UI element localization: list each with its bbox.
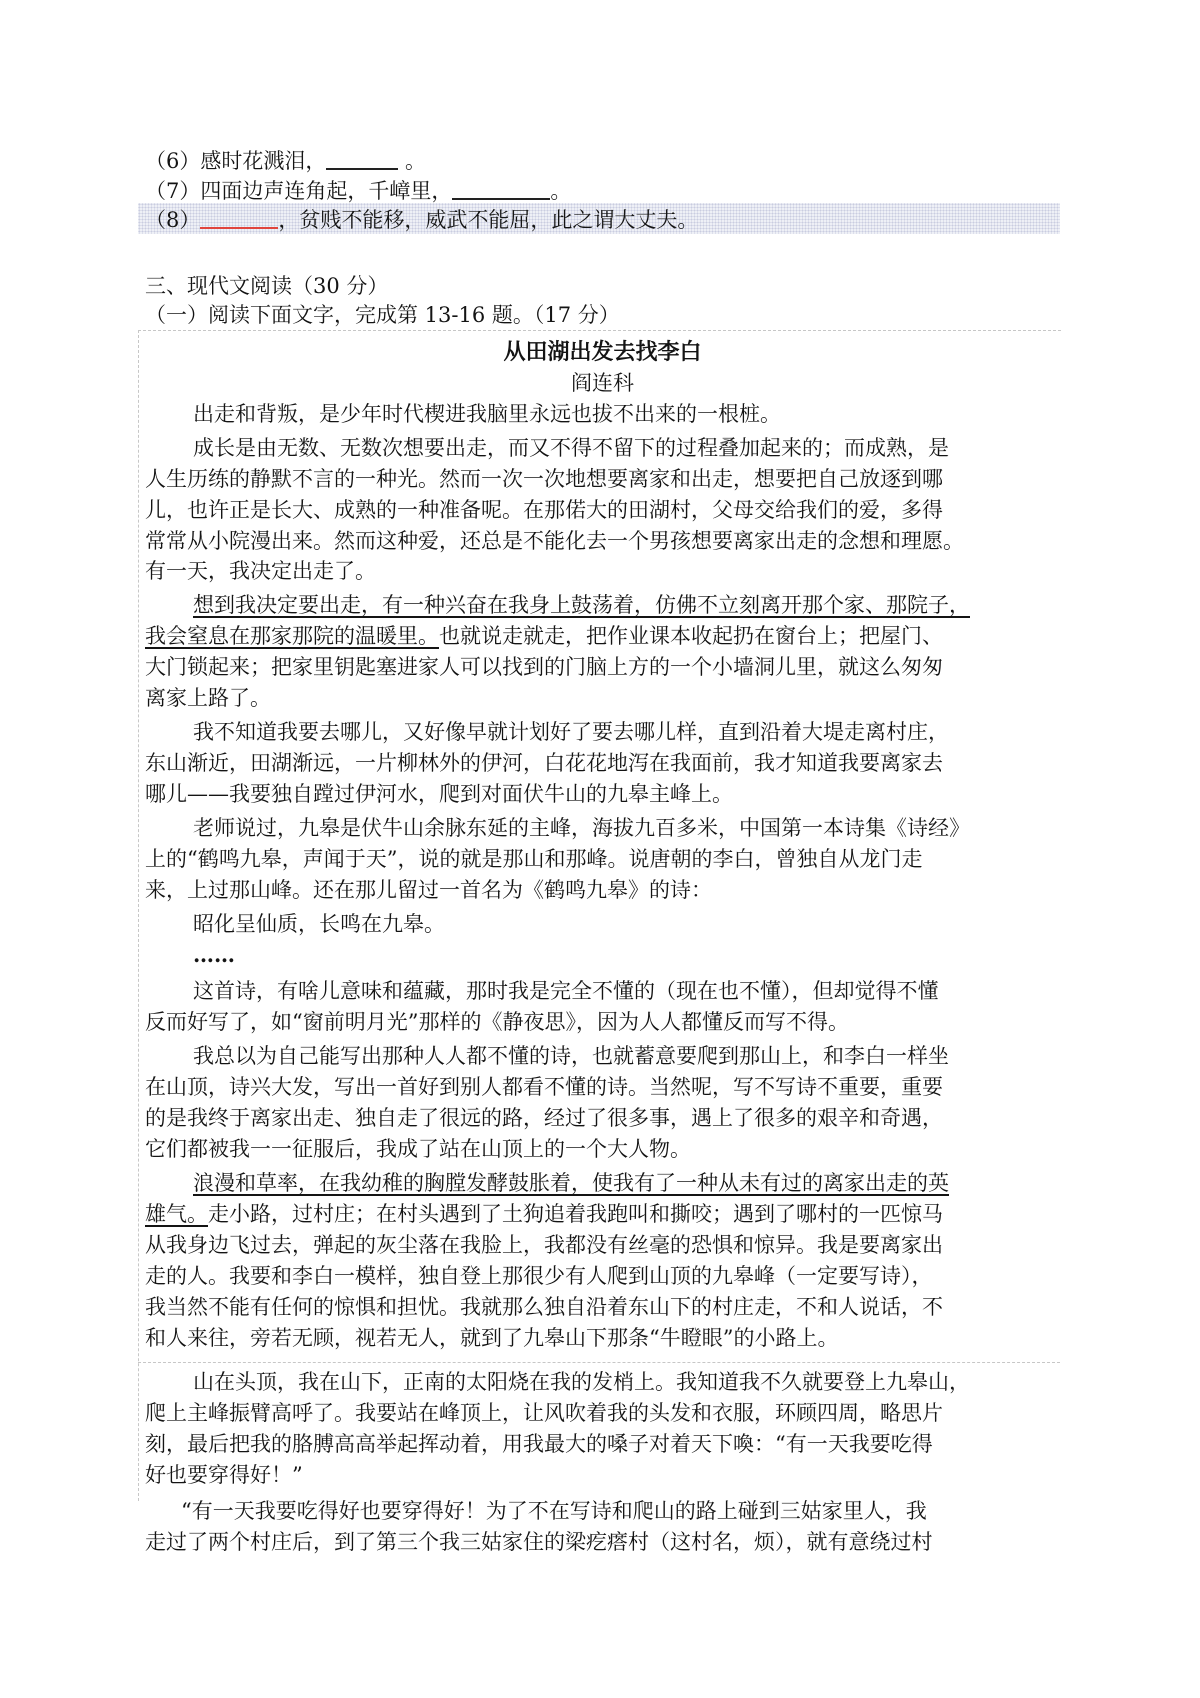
paragraph-line: 的是我终于离家出走、独自走了很远的路，经过了很多事，遇上了很多的艰辛和奇遇， [145, 1106, 943, 1130]
paragraph-text: 走小路，过村庄；在村头遇到了土狗追着我跑叫和撕咬；遇到了哪村的一匹惊马 [208, 1202, 943, 1226]
fill-in-item-7 [145, 176, 1060, 206]
answer-blank[interactable] [326, 148, 398, 170]
paragraph-line: “有一天我要吃得好也要穿得好！为了不在写诗和爬山的路上碰到三姑家里人，我 [181, 1499, 927, 1523]
paragraph-line: 东山渐近，田湖渐远，一片柳林外的伊河，白花花地泻在我面前，我才知道我要离家去 [145, 751, 943, 775]
paragraph-line: 走过了两个村庄后，到了第三个我三姑家住的梁疙瘩村（这村名，烦），就有意绕过村 [145, 1530, 933, 1554]
paragraph-line: 常常从小院漫出来。然而这种爱，还总是不能化去一个男孩想要离家出走的念想和理愿。 [145, 529, 964, 553]
paragraph-line: 老师说过，九皋是伏牛山余脉东延的主峰，海拔九百多米，中国第一本诗集《诗经》 [193, 816, 970, 840]
paragraph-line: 哪儿——我要独自蹚过伊河水，爬到对面伏牛山的九皋主峰上。 [145, 782, 733, 806]
paragraph-line: 从我身边飞过去，弹起的灰尘落在我脸上，我都没有丝毫的恐惧和惊异。我是要离家出 [145, 1233, 943, 1257]
paragraph-line: 有一天，我决定出走了。 [145, 559, 376, 583]
paragraph-line: 好也要穿得好！” [145, 1463, 303, 1487]
paragraph-line: 和人来往，旁若无顾，视若无人，就到了九皋山下那条“牛瞪眼”的小路上。 [145, 1326, 839, 1350]
paragraph-line: 我不知道我要去哪儿，又好像早就计划好了要去哪儿样，直到沿着大堤走离村庄， [193, 720, 949, 744]
paragraph-line: 刻，最后把我的胳膊高高举起挥动着，用我最大的嗓子对着天下喚：“有一天我要吃得 [145, 1432, 933, 1456]
divider-line [138, 1362, 1060, 1363]
underlined-sentence: 想到我决定要出走，有一种兴奋在我身上鼓荡着，仿佛不立刻离开那个家、那院子， [193, 593, 970, 617]
paragraph-line: 它们都被我一一征服后，我成了站在山顶上的一个大人物。 [145, 1137, 691, 1161]
paragraph-line: 儿，也许正是长大、成熟的一种准备呢。在那偌大的田湖村，父母交给我们的爱，多得 [145, 498, 943, 522]
item-8-text: （8） [145, 208, 201, 232]
item-7-suffix: 。 [550, 179, 572, 203]
paragraph-line: 出走和背叛，是少年时代楔进我脑里永远也拔不出来的一根桩。 [193, 402, 781, 426]
underlined-sentence: 浪漫和草率，在我幼稚的胸膛发酵鼓胀着，使我有了一种从未有过的离家出走的英 [193, 1171, 949, 1195]
paragraph-line: 成长是由无数、无数次想要出走，而又不得不留下的过程叠加起来的；而成熟，是 [193, 436, 949, 460]
paragraph-line [145, 621, 1060, 651]
paragraph-line: 我当然不能有任何的惊惧和担忧。我就那么独自沿着东山下的村庄走，不和人说话，不 [145, 1295, 943, 1319]
section-subheading: （一）阅读下面文字，完成第 13-16 题。（17 分） [145, 303, 620, 327]
item-8-suffix: ，贫贱不能移，威武不能屈，此之谓大丈夫。 [278, 208, 699, 232]
paragraph-line: 人生历练的静默不言的一种光。然而一次一次地想要离家和出走，想要把自己放逐到哪 [145, 467, 943, 491]
underlined-sentence: 雄气。 [145, 1202, 208, 1226]
paragraph-text: 也就说走就走，把作业课本收起扔在窗台上；把屋门、 [439, 624, 943, 648]
paragraph-line: 山在头顶，我在山下，正南的太阳烧在我的发梢上。我知道我不久就要登上九皋山， [193, 1370, 970, 1394]
paragraph-line: 上的“鹤鸣九皋，声闻于天”，说的就是那山和那峰。说唐朝的李白，曾独自从龙门走 [145, 847, 923, 871]
section-heading: 三、现代文阅读（30 分） [145, 274, 389, 298]
paragraph-line: 在山顶，诗兴大发，写出一首好到别人都看不懂的诗。当然呢，写不写诗不重要，重要 [145, 1075, 943, 1099]
paragraph-line: 大门锁起来；把家里钥匙塞进家人可以找到的门脑上方的一个小墙洞儿里，就这么匆匆 [145, 655, 943, 679]
answer-blank[interactable] [200, 207, 278, 229]
underlined-sentence: 我会窒息在那家那院的温暖里。 [145, 624, 439, 648]
article-title: 从田湖出发去找李白 [503, 340, 702, 365]
item-6-text: （6）感时花溅泪， [145, 149, 327, 173]
paragraph-line [145, 1199, 1060, 1229]
paragraph-line: 这首诗，有啥儿意味和蕴藏，那时我是完全不懂的（现在也不懂），但却觉得不懂 [193, 979, 939, 1003]
poem-line: 昭化呈仙质，长鸣在九皋。 [193, 912, 445, 936]
item-7-text: （7）四面边声连角起，千嶂里， [145, 179, 453, 203]
article-author: 阎连科 [571, 371, 634, 395]
answer-blank[interactable] [452, 178, 550, 200]
paragraph-line: 爬上主峰振臂高呼了。我要站在峰顶上，让风吹着我的头发和衣服，环顾四周，略思片 [145, 1401, 943, 1425]
paragraph-line: 我总以为自己能写出那种人人都不懂的诗，也就蓄意要爬到那山上，和李白一样坐 [193, 1044, 949, 1068]
paragraph-line: 离家上路了。 [145, 686, 271, 710]
ellipsis: …… [193, 942, 235, 967]
item-6-suffix: 。 [398, 149, 427, 173]
paragraph-line: 来，上过那山峰。还在那儿留过一首名为《鹤鸣九皋》的诗： [145, 878, 712, 902]
paragraph-line: 反而好写了，如“窗前明月光”那样的《静夜思》，因为人人都懂反而写不得。 [145, 1010, 849, 1034]
paragraph-line: 走的人。我要和李白一模样，独自登上那很少有人爬到山顶的九皋峰（一定要写诗）， [145, 1264, 933, 1288]
fill-in-item-6 [145, 146, 1060, 176]
fill-in-item-8 [145, 205, 1060, 235]
